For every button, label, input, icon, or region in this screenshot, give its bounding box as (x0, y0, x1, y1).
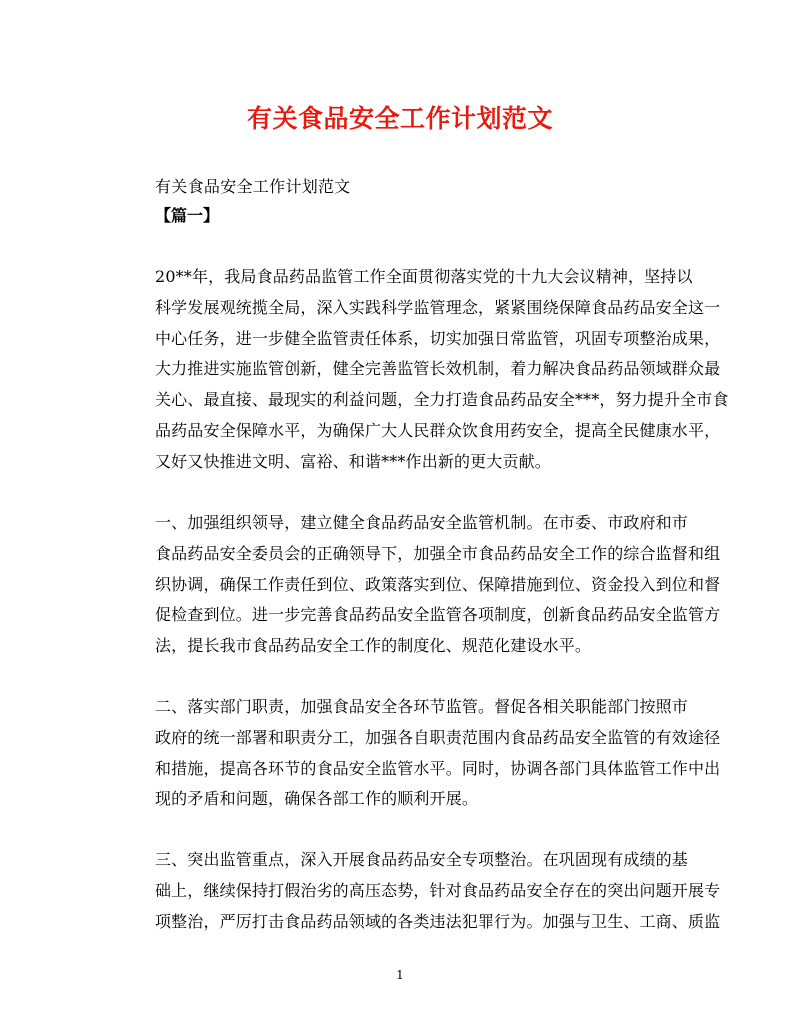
paragraph-line: 和措施，提高各环节的食品安全监管水平。同时，协调各部门具体监管工作中出 (155, 758, 721, 778)
paragraph-line: 中心任务，进一步健全监管责任体系，切实加强日常监管，巩固专项整治成果， (155, 328, 721, 348)
paragraph-line: 现的矛盾和问题，确保各部工作的顺利开展。 (155, 789, 479, 809)
paragraph-line: 科学发展观统揽全局，深入实践科学监管理念，紧紧围绕保障食品药品安全这一 (155, 297, 721, 317)
paragraph-line: 政府的统一部署和职责分工，加强各自职责范围内食品药品安全监管的有效途径 (155, 727, 721, 747)
paragraph-line: 一、加强组织领导，建立健全食品药品安全监管机制。在市委、市政府和市 (155, 513, 688, 532)
paragraph-line: 础上，继续保持打假治劣的高压态势，针对食品药品安全存在的突出问题开展专 (155, 880, 721, 900)
paragraph-line: 又好又快推进文明、富裕、和谐***作出新的更大贡献。 (155, 451, 551, 471)
paragraph-line: 项整治，严厉打击食品药品领域的各类违法犯罪行为。加强与卫生、工商、质监 (155, 911, 721, 931)
section-label: 【篇一】 (155, 206, 220, 225)
document-title: 有关食品安全工作计划范文 (246, 104, 553, 133)
paragraph-line: 食品药品安全委员会的正确领导下，加强全市食品药品安全工作的综合监督和组 (155, 543, 721, 563)
document-subtitle: 有关食品安全工作计划范文 (155, 177, 351, 196)
paragraph-line: 三、突出监管重点，深入开展食品药品安全专项整治。在巩固现有成绩的基 (155, 850, 688, 869)
paragraph-line: 关心、最直接、最现实的利益问题，全力打造食品药品安全***，努力提升全市食 (155, 390, 729, 410)
paragraph-line: 法，提长我市食品药品安全工作的制度化、规范化建设水平。 (155, 636, 592, 656)
paragraph-line: 二、落实部门职责，加强食品安全各环节监管。督促各相关职能部门按照市 (155, 697, 688, 716)
paragraph-line: 品药品安全保障水平，为确保广大人民群众饮食用药安全，提高全民健康水平， (155, 420, 721, 440)
paragraph-line: 20**年，我局食品药品监管工作全面贯彻落实党的十九大会议精神，坚持以 (155, 267, 693, 286)
paragraph-line: 织协调，确保工作责任到位、政策落实到位、保障措施到位、资金投入到位和督 (155, 574, 721, 594)
paragraph-intro (155, 262, 729, 478)
paragraph-section-two (155, 692, 721, 815)
paragraph-line: 促检查到位。进一步完善食品药品安全监管各项制度，创新食品药品安全监管方 (155, 605, 721, 625)
page-number: 1 (396, 968, 404, 982)
paragraph-line: 大力推进实施监管创新，健全完善监管长效机制，着力解决食品药品领域群众最 (155, 359, 721, 379)
paragraph-section-one (155, 508, 721, 662)
paragraph-section-three (155, 845, 721, 937)
